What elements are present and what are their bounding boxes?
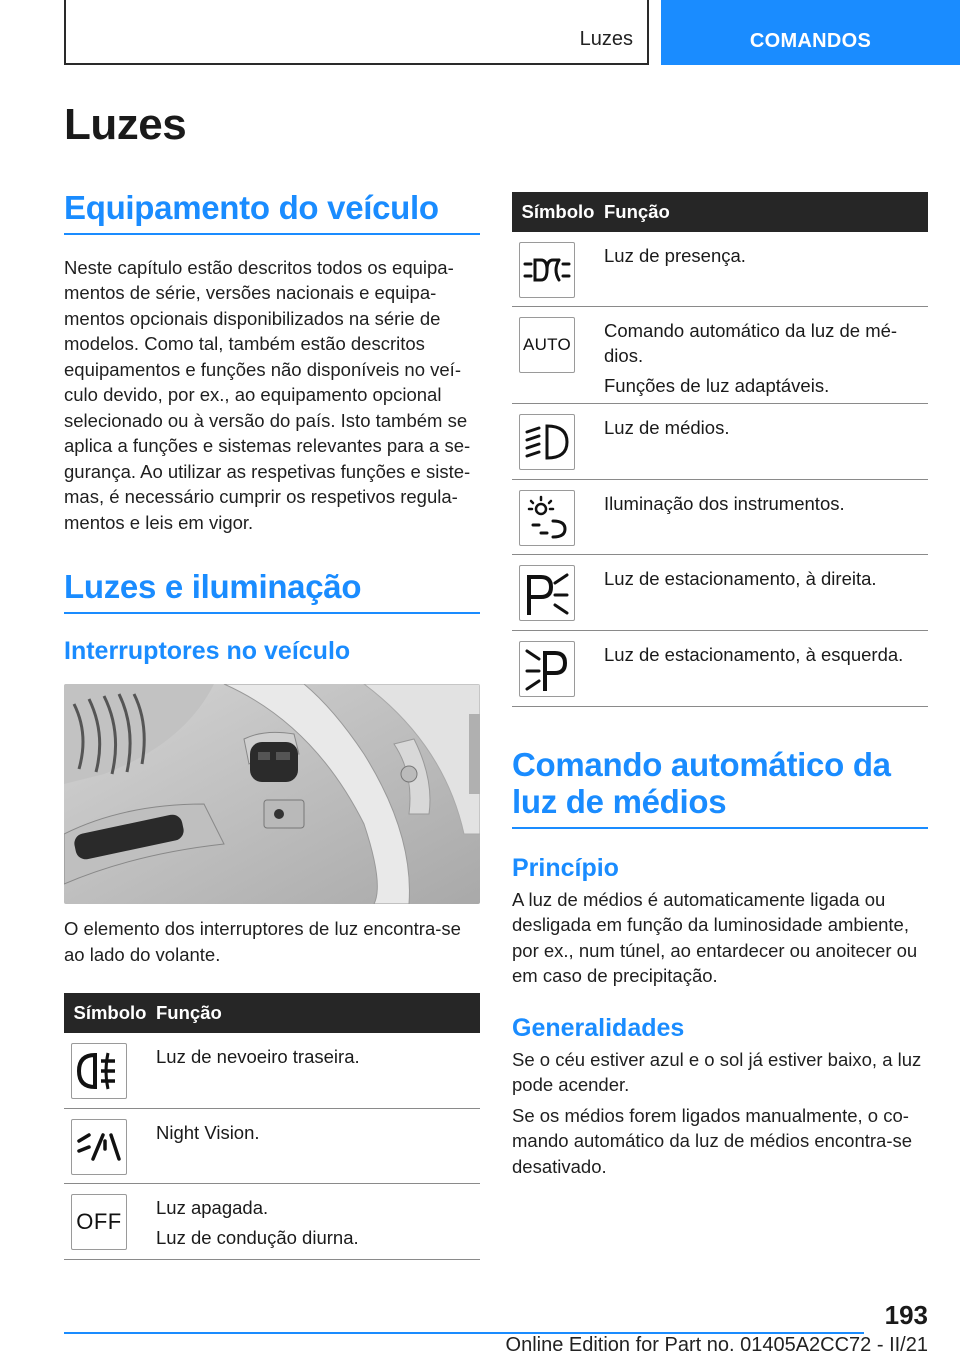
dashboard-illustration [64,684,480,904]
symbol-cell [512,232,604,306]
heading-general: Generalidades [512,1013,685,1042]
text-line: pode acender. [512,1074,630,1096]
text-line: mas, é necessário cumprir os respetivos regula- [64,486,458,508]
symbol-cell [64,1109,156,1183]
function-text: Luz de estacionamento, à esquerda. [604,644,904,665]
switches-table [64,993,480,1260]
table-row [512,480,928,555]
text-line: modelos. Como tal, também estão descritos [64,333,425,355]
symbol-cell [512,307,604,403]
text-line: ao lado do volante. [64,943,221,965]
column-header-function: Função [604,201,670,222]
lights-table [512,192,928,707]
function-cell [604,307,928,403]
parking-light-left-icon [519,641,575,697]
text-line: culo devido, por ex., ao equipamento opcional [64,384,442,406]
function-cell [604,631,928,706]
rear-fog-light-icon [71,1043,127,1099]
instrument-lighting-icon [519,490,575,546]
page-number: 193 [884,1300,928,1330]
text-line: desligada em função da luminosidade ambiente, [512,914,909,936]
table-row [512,307,928,404]
dashboard-switch-photo [64,684,480,904]
right-column [512,192,928,1179]
text-line: Se os médios forem ligados manualmente, o co- [512,1104,909,1126]
night-vision-icon [71,1119,127,1175]
heading-lights-and-lighting: Luzes e iluminação [64,569,480,614]
function-text: Comando automático da luz de mé- [604,320,898,341]
heading-line: luz de médios [512,782,727,820]
left-column [64,190,480,1260]
function-text: Iluminação dos instrumentos. [604,493,845,514]
off-icon [71,1194,127,1250]
general-paragraph-2 [512,1103,928,1180]
header-chapter-box [661,0,960,65]
table-row [64,1109,480,1184]
table-row [512,232,928,307]
function-text: Luz de presença. [604,245,746,266]
function-text: Luz de nevoeiro traseira. [156,1046,360,1068]
text-line: O elemento dos interruptores de luz encontra-se [64,918,461,940]
table-row [64,1184,480,1260]
header-chapter-title: COMANDOS [749,30,872,52]
function-cell [604,232,928,306]
text-line: Neste capítulo estão descritos todos os equipa- [64,256,454,278]
symbol-cell [64,1033,156,1108]
function-text: Luz de condução diurna. [156,1227,359,1249]
text-line: selecionado ou à versão do país. Isto também se [64,409,468,431]
heading-principle: Princípio [512,853,619,882]
column-header-function: Função [156,1002,222,1024]
intro-paragraph [64,255,480,536]
header-section-box [64,0,649,65]
parking-light-right-icon [519,565,575,621]
low-beam-icon [519,414,575,470]
symbol-cell [512,631,604,706]
function-cell [604,404,928,479]
text-line: por ex., num túnel, ao entardecer ou anoitecer ou [512,939,918,961]
table-row [512,631,928,707]
function-cell [156,1109,480,1183]
table-header [512,192,928,232]
text-line: aplica a funções e sistemas relevantes para a se- [64,435,471,457]
heading-line: Comando automático da [512,746,891,783]
table-row [512,404,928,480]
table-row [64,1033,480,1109]
column-header-symbol: Símbolo [521,201,595,222]
text-line: mentos opcionais disponibilizados na série de [64,307,441,329]
text-line: mando automático da luz de médios encontra-se [512,1130,913,1152]
general-paragraph-1 [512,1047,928,1098]
heading-automatic-low-beam [512,747,928,829]
text-line: gurança. Ao utilizar as respetivas funções e siste- [64,460,471,482]
heading-vehicle-switches: Interruptores no veículo [64,637,351,666]
symbol-cell [512,555,604,630]
text-line: desativado. [512,1155,607,1177]
function-cell [604,480,928,554]
text-line: Se o céu estiver azul e o sol já estiver baixo, a luz [512,1048,922,1070]
parking-lights-icon [519,242,575,298]
table-header [64,993,480,1033]
table-row [512,555,928,631]
text-line: A luz de médios é automaticamente ligada ou [512,888,886,910]
function-text: dios. [604,345,644,366]
function-text: Luz apagada. [156,1197,269,1219]
function-text: Funções de luz adaptáveis. [604,375,830,396]
principle-paragraph [512,887,928,989]
text-line: mentos de série, versões nacionais e equipa- [64,282,437,304]
text-line: equipamentos e funções não disponíveis no veí- [64,358,461,380]
function-text: Luz de estacionamento, à direita. [604,568,877,589]
function-text: Luz de médios. [604,417,730,438]
symbol-cell [512,480,604,554]
off-icon-label: OFF [76,1209,122,1235]
symbol-cell [512,404,604,479]
text-line: mentos e leis em vigor. [64,511,254,533]
heading-vehicle-equipment: Equipamento do veículo [64,190,480,235]
photo-caption [64,916,480,967]
edition-text: Online Edition for Part no. 01405A2CC72 - II/21 [505,1334,928,1356]
auto-icon-label: AUTO [522,335,572,354]
function-cell [156,1033,480,1108]
function-cell [156,1184,480,1259]
auto-icon [519,317,575,373]
header-section-title: Luzes [579,28,633,50]
text-line: em caso de precipitação. [512,965,718,987]
function-cell [604,555,928,630]
column-header-symbol: Símbolo [73,1002,147,1024]
symbol-cell [64,1184,156,1259]
page-title: Luzes [64,100,187,149]
function-text: Night Vision. [156,1122,260,1144]
